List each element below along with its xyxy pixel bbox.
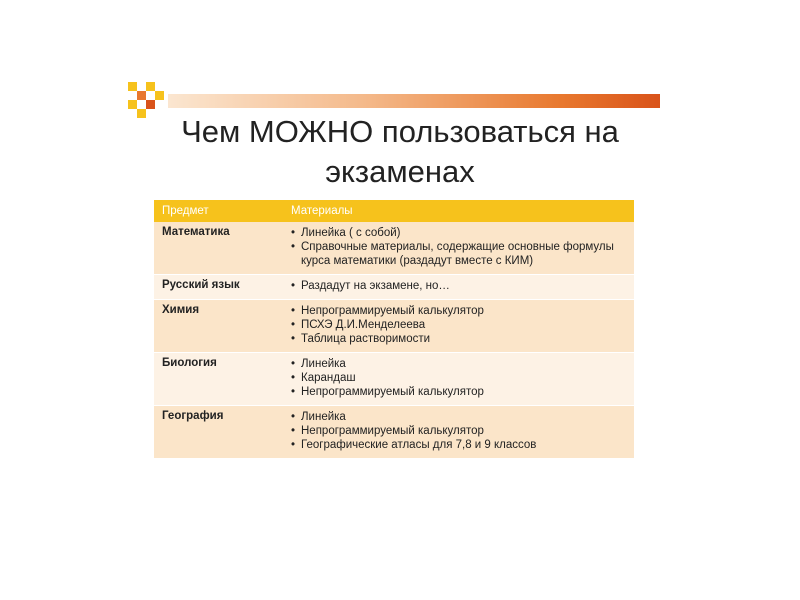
materials-list	[291, 304, 626, 346]
materials-cell	[283, 275, 634, 300]
subject-cell: Химия	[154, 300, 283, 353]
list-item: • Непрограммируемый калькулятор	[301, 424, 626, 438]
materials-cell	[283, 353, 634, 406]
list-item: • ПСХЭ Д.И.Менделеева	[301, 318, 626, 332]
slide-title	[150, 112, 650, 192]
title-line-2: экзаменах	[325, 154, 475, 189]
materials-table	[154, 200, 634, 458]
list-item: • Линейка	[301, 357, 626, 371]
title-line-1: Чем МОЖНО пользоваться на	[181, 114, 619, 149]
header-materials: Материалы	[283, 200, 634, 222]
list-item: • Непрограммируемый калькулятор	[301, 304, 626, 318]
list-item: • Непрограммируемый калькулятор	[301, 385, 626, 399]
table-row	[154, 406, 634, 459]
list-item: • Таблица растворимости	[301, 332, 626, 346]
table-row	[154, 275, 634, 300]
materials-list	[291, 357, 626, 399]
list-item: • Линейка ( с собой)	[301, 226, 626, 240]
subject-cell: Математика	[154, 222, 283, 275]
table-row	[154, 353, 634, 406]
materials-cell	[283, 406, 634, 459]
list-item: • Линейка	[301, 410, 626, 424]
subject-cell: Биология	[154, 353, 283, 406]
title-gradient-bar	[168, 94, 660, 108]
list-item: • Справочные материалы, содержащие основные формулы курса математики (раздадут вместе с КИМ)	[301, 240, 626, 268]
materials-list	[291, 226, 626, 268]
materials-list	[291, 279, 626, 293]
table-row	[154, 300, 634, 353]
list-item: • Географические атласы для 7,8 и 9 классов	[301, 438, 626, 452]
materials-cell	[283, 222, 634, 275]
subject-cell: География	[154, 406, 283, 459]
list-item: • Карандаш	[301, 371, 626, 385]
table-header-row	[154, 200, 634, 222]
header-subject: Предмет	[154, 200, 283, 222]
subject-cell: Русский язык	[154, 275, 283, 300]
list-item: • Раздадут на экзамене, но…	[301, 279, 626, 293]
materials-cell	[283, 300, 634, 353]
table-row	[154, 222, 634, 275]
materials-list	[291, 410, 626, 452]
